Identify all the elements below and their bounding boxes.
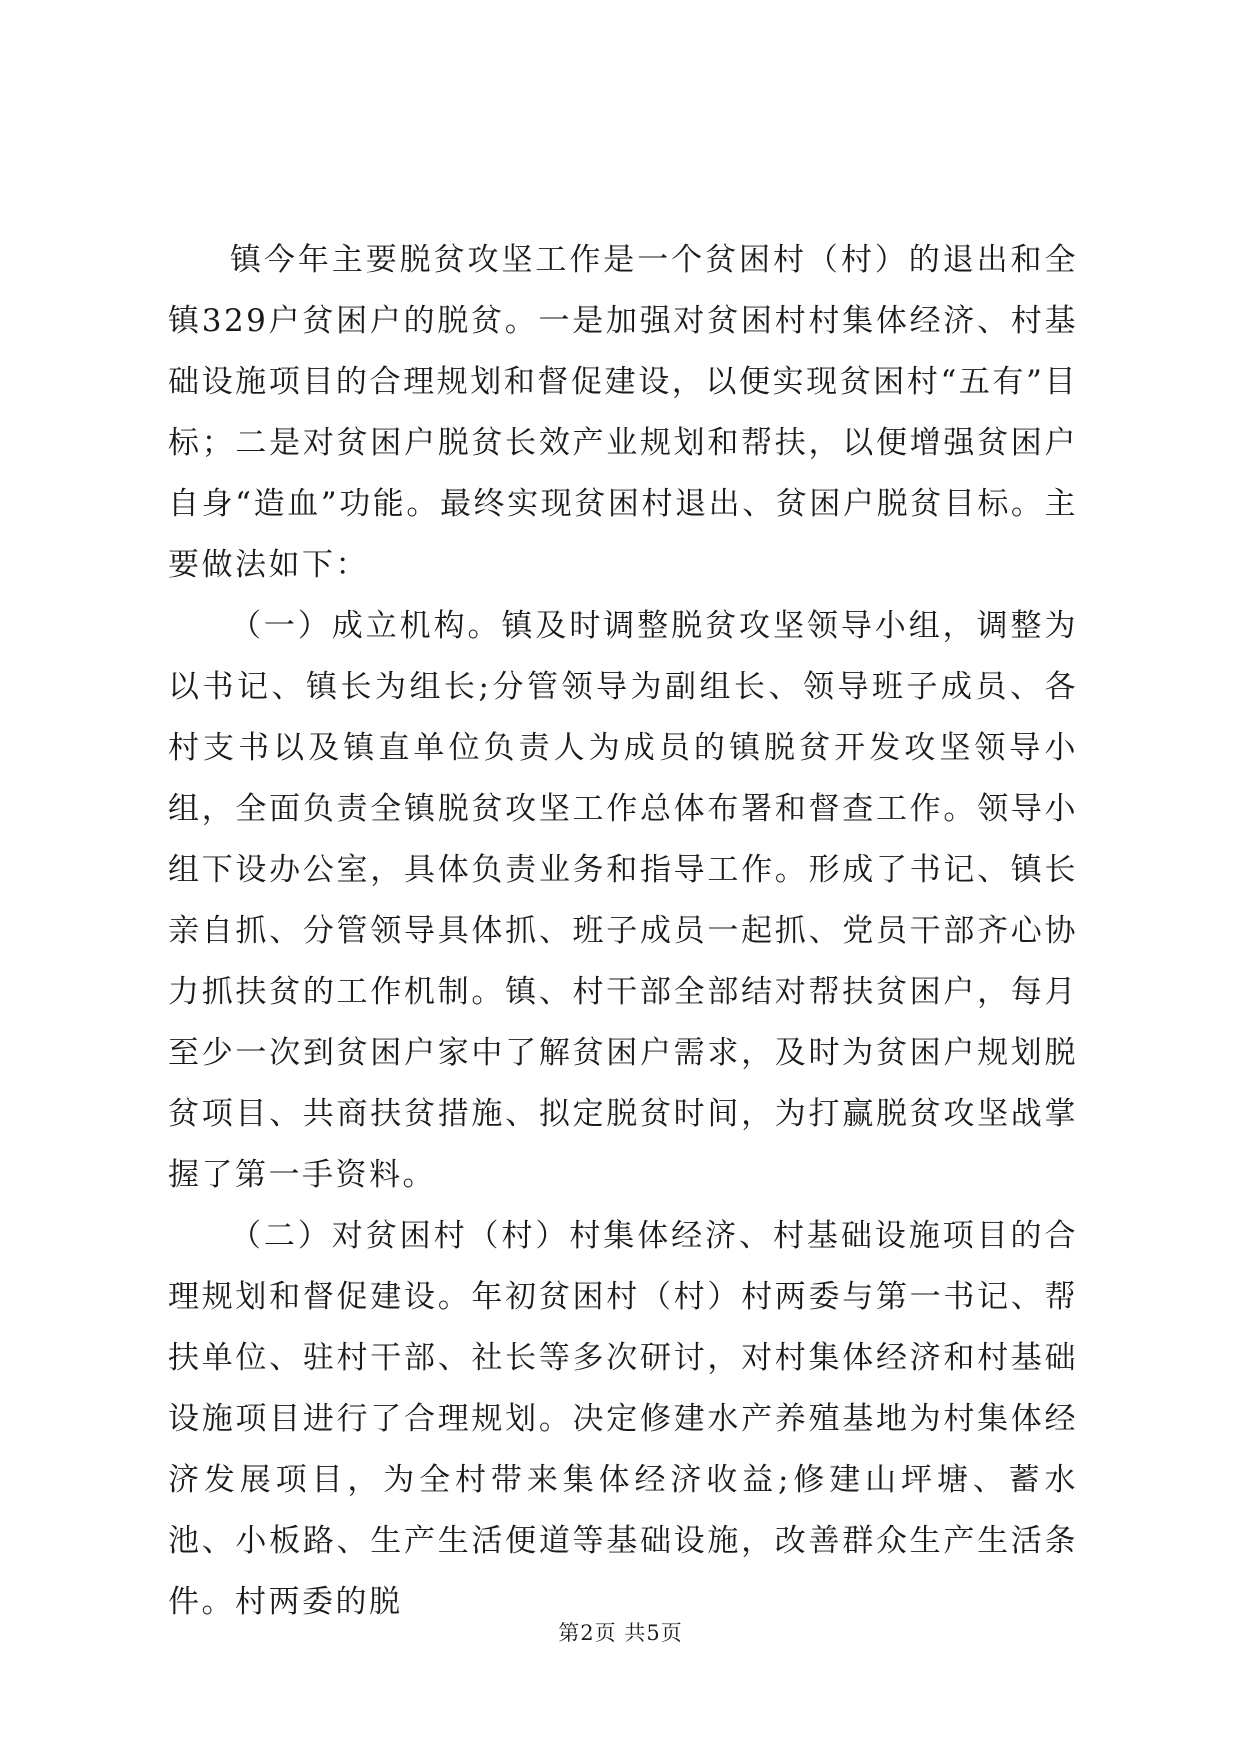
paragraph-section-1: （一）成立机构。镇及时调整脱贫攻坚领导小组，调整为以书记、镇长为组长;分管领导为副组长、领导班子成员、各村支书以及镇直单位负责人为成员的镇脱贫开发攻坚领导小组，全面负责全镇脱贫攻坚工作总体布署和督查工作。领导小组下设办公室，具体负责业务和指导工作。形成了书记、镇长亲自抓、分管领导具体抓、班子成员一起抓、党员干部齐心协力抓扶贫的工作机制。镇、村干部全部结对帮扶贫困户，每月至少一次到贫困户家中了解贫困户需求，及时为贫困户规划脱贫项目、共商扶贫措施、拟定脱贫时间，为打赢脱贫攻坚战掌握了第一手资料。 (168, 608, 1078, 1193)
paragraph-section-2: （二）对贫困村（村）村集体经济、村基础设施项目的合理规划和督促建设。年初贫困村（村）村两委与第一书记、帮扶单位、驻村干部、社长等多次研讨，对村集体经济和村基础设施项目进行了合理规划。决定修建水产养殖基地为村集体经济发展项目，为全村带来集体经济收益;修建山坪塘、蓄水池、小板路、生产生活便道等基础设施，改善群众生产生活条件。村两委的脱 (168, 1218, 1078, 1620)
paragraph-intro: 镇今年主要脱贫攻坚工作是一个贫困村（村）的退出和全镇329户贫困户的脱贫。一是加强对贫困村村集体经济、村基础设施项目的合理规划和督促建设，以便实现贫困村“五有”目标；二是对贫困户脱贫长效产业规划和帮扶，以便增强贫困户自身“造血”功能。最终实现贫困村退出、贫困户脱贫目标。主要做法如下： (168, 242, 1078, 583)
document-body (168, 230, 1078, 1633)
page-number-footer: 第2页 共5页 (558, 1621, 683, 1645)
